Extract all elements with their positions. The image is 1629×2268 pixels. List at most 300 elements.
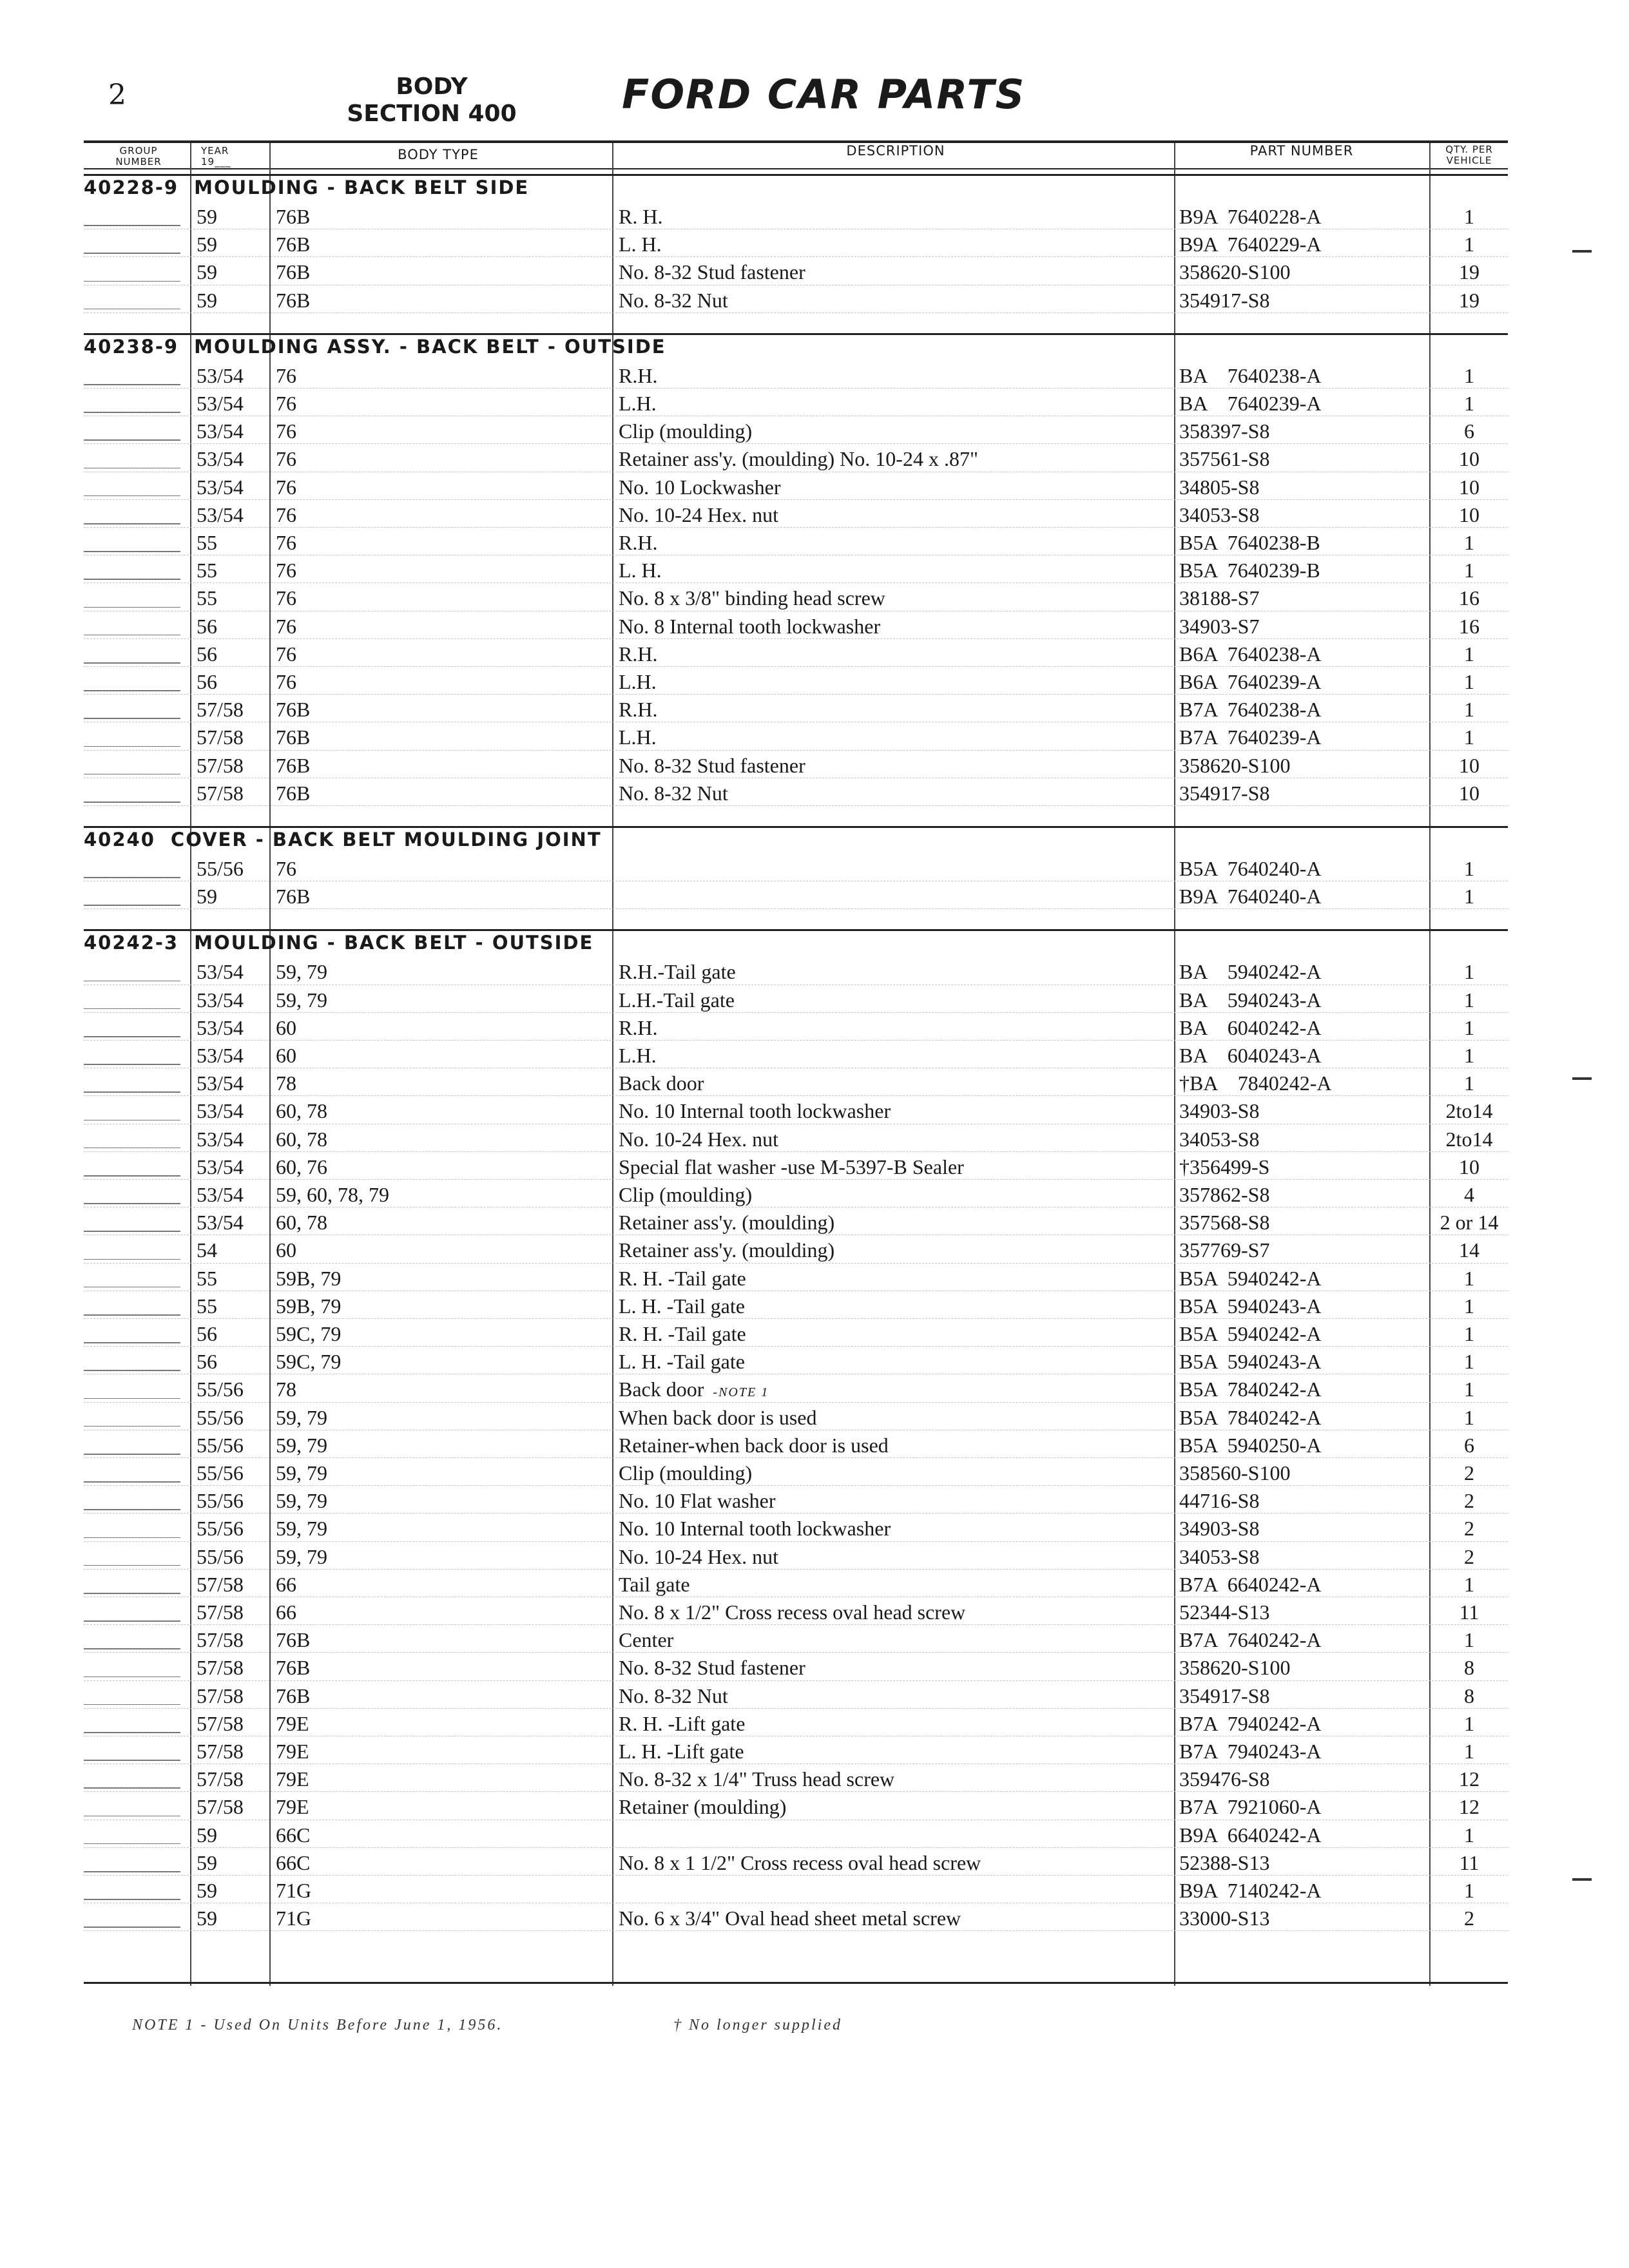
description-text: When back door is used: [619, 1405, 817, 1429]
section-heading: [335, 73, 528, 128]
column-header-part-number: PART NUMBER: [1249, 143, 1354, 159]
year-cell: 57/58: [197, 781, 244, 805]
row-rule: [84, 1791, 1508, 1792]
group-title: MOULDING - BACK BELT - OUTSIDE: [194, 932, 594, 954]
row-rule: [84, 666, 1508, 667]
part-number-cell: B7A 7940243-A: [1179, 1740, 1322, 1763]
part-number-cell: B7A 7640242-A: [1179, 1628, 1322, 1652]
group-header: [84, 932, 593, 954]
body-type-cell: 76B: [276, 260, 311, 284]
part-number-cell: 357568-S8: [1179, 1211, 1270, 1235]
description-text: No. 8-32 Stud fastener: [619, 260, 805, 284]
description-text: Retainer ass'y. (moulding) No. 10-24 x .87": [619, 447, 978, 471]
group-column-tick: [84, 1064, 180, 1065]
part-number-cell: B5A 5940243-A: [1179, 1350, 1322, 1374]
qty-cell: 1: [1464, 698, 1474, 722]
body-type-cell: 59B, 79: [276, 1266, 342, 1290]
row-rule: [84, 1930, 1508, 1931]
row-rule: [84, 1680, 1508, 1681]
qty-cell: 1: [1464, 1322, 1474, 1345]
group-column-tick: [84, 981, 180, 982]
year-cell: 56: [197, 1322, 217, 1345]
year-cell: 54: [197, 1238, 217, 1262]
group-column-tick: [84, 253, 180, 254]
qty-cell: 2 or 14: [1440, 1211, 1499, 1235]
row-rule: [84, 1708, 1508, 1709]
part-number-cell: 357862-S8: [1179, 1183, 1270, 1206]
part-number-cell: B7A 7940242-A: [1179, 1711, 1322, 1735]
description-cell: [619, 1406, 816, 1429]
body-type-cell: 59, 79: [276, 1544, 327, 1568]
part-number-cell: 34053-S8: [1179, 1127, 1260, 1151]
qty-cell: 1: [1464, 1294, 1474, 1318]
divider-qty: [1429, 143, 1431, 1986]
qty-cell: 10: [1459, 1155, 1480, 1178]
part-number-cell: B6A 7640238-A: [1179, 642, 1322, 666]
body-type-cell: 76: [276, 392, 296, 415]
description-text: R. H. -Tail gate: [619, 1266, 746, 1290]
row-rule: [84, 1263, 1508, 1264]
body-type-cell: 76B: [276, 885, 311, 908]
year-cell: 59: [197, 885, 217, 908]
group-column-tick: [84, 579, 180, 580]
description-text: Center: [619, 1628, 674, 1652]
description-cell: [619, 988, 735, 1012]
group-title: MOULDING - BACK BELT SIDE: [194, 177, 530, 198]
part-number-cell: BA 5940243-A: [1179, 988, 1322, 1012]
group-number: 40238-9: [84, 335, 179, 358]
description-cell: [619, 1434, 889, 1457]
description-text: L. H. -Tail gate: [619, 1350, 745, 1374]
description-cell: [619, 1322, 746, 1345]
body-type-cell: 76: [276, 503, 296, 526]
part-number-cell: B7A 7640239-A: [1179, 726, 1322, 749]
description-cell: [619, 1183, 752, 1206]
year-cell: 55/56: [197, 1461, 244, 1485]
row-rule: [84, 1513, 1508, 1514]
body-type-cell: 71G: [276, 1879, 312, 1902]
description-cell: [619, 726, 657, 749]
part-number-cell: 44716-S8: [1179, 1489, 1260, 1513]
section-heading-line1: BODY: [396, 73, 468, 100]
qty-cell: 1: [1464, 726, 1474, 749]
description-cell: [619, 1517, 891, 1540]
row-rule: [84, 1457, 1508, 1458]
qty-cell: 4: [1464, 1183, 1474, 1206]
group-column-tick: [84, 1537, 180, 1539]
group-column-tick: [84, 1454, 180, 1455]
description-cell: [619, 642, 657, 666]
group-column-tick: [84, 802, 180, 803]
qty-cell: 1: [1464, 988, 1474, 1012]
body-type-cell: 76B: [276, 1628, 311, 1652]
row-rule: [84, 582, 1508, 583]
description-cell: [619, 1767, 894, 1791]
description-cell: [619, 1489, 776, 1512]
row-rule: [84, 1847, 1508, 1848]
year-cell: 55/56: [197, 1544, 244, 1568]
year-cell: 59: [197, 1879, 217, 1902]
qty-cell: 2: [1464, 1544, 1474, 1568]
qty-cell: 1: [1464, 857, 1474, 880]
qty-cell: 16: [1459, 586, 1480, 610]
footnote-dagger: † No longer supplied: [673, 2017, 842, 2033]
description-text: L.H.: [619, 726, 657, 749]
body-type-cell: 66C: [276, 1850, 311, 1874]
description-text: No. 8-32 Nut: [619, 781, 728, 805]
year-cell: 53/54: [197, 1127, 244, 1151]
row-rule: [84, 1485, 1508, 1486]
qty-cell: 2: [1464, 1517, 1474, 1541]
year-cell: 57/58: [197, 726, 244, 749]
page-number: 2: [108, 79, 126, 111]
body-type-cell: 76B: [276, 1656, 311, 1680]
group-column-tick: [84, 281, 180, 282]
description-text: No. 8 x 1 1/2" Cross recess oval head screw: [619, 1850, 981, 1874]
year-cell: 57/58: [197, 1572, 244, 1596]
qty-cell: 8: [1464, 1684, 1474, 1707]
year-cell: 57/58: [197, 1740, 244, 1763]
year-cell: 53/54: [197, 1044, 244, 1067]
description-cell: [619, 1656, 805, 1679]
group-column-tick: [84, 746, 180, 747]
part-number-cell: 52344-S13: [1179, 1600, 1270, 1624]
description-text: L. H. -Tail gate: [619, 1294, 745, 1318]
group-column-tick: [84, 1426, 180, 1427]
description-cell: [619, 419, 752, 443]
year-cell: 53/54: [197, 1211, 244, 1235]
body-type-cell: 76: [276, 642, 296, 666]
body-type-cell: 78: [276, 1072, 296, 1095]
group-column-tick: [84, 1398, 180, 1399]
description-text: No. 8 Internal tooth lockwasher: [619, 614, 881, 638]
body-type-cell: 76B: [276, 288, 311, 312]
description-cell: [619, 503, 778, 526]
group-column-tick: [84, 718, 180, 719]
group-column-tick: [84, 551, 180, 552]
group-column-tick: [84, 1787, 180, 1789]
part-number-cell: 358620-S100: [1179, 1656, 1291, 1680]
part-number-cell: B7A 7921060-A: [1179, 1795, 1322, 1819]
year-cell: 53/54: [197, 1015, 244, 1039]
description-text: No. 8-32 Nut: [619, 1684, 728, 1707]
group-column-tick: [84, 1008, 180, 1010]
group-column-tick: [84, 1593, 180, 1594]
group-column-tick: [84, 1231, 180, 1232]
description-cell: [619, 1573, 690, 1596]
description-cell: [619, 392, 657, 415]
body-type-cell: 76B: [276, 726, 311, 749]
qty-cell: 11: [1459, 1600, 1480, 1624]
part-number-cell: BA 7640239-A: [1179, 392, 1322, 415]
body-type-cell: 76: [276, 531, 296, 554]
year-cell: 53/54: [197, 1099, 244, 1123]
group-column-tick: [84, 495, 180, 497]
body-type-cell: 59, 60, 78, 79: [276, 1183, 389, 1206]
description-text: Clip (moulding): [619, 1183, 753, 1206]
description-text: Tail gate: [619, 1572, 690, 1596]
description-text: R.H.: [619, 1015, 658, 1039]
qty-cell: 1: [1464, 960, 1474, 984]
year-cell: 56: [197, 670, 217, 693]
group-header: [84, 829, 602, 850]
group-column-tick: [84, 1342, 180, 1343]
row-rule: [84, 694, 1508, 695]
description-cell: [619, 1267, 746, 1290]
part-number-cell: 357561-S8: [1179, 447, 1270, 471]
description-cell: [619, 447, 978, 470]
group-column-tick: [84, 1843, 180, 1845]
group-column-tick: [84, 1481, 180, 1483]
description-text: No. 8 x 3/8" binding head screw: [619, 586, 885, 610]
body-type-cell: 76B: [276, 233, 311, 256]
description-cell: [619, 1712, 745, 1735]
description-text: Retainer ass'y. (moulding): [619, 1211, 835, 1235]
description-cell: [619, 960, 736, 983]
part-number-cell: 358560-S100: [1179, 1461, 1291, 1485]
group-column-tick: [84, 1732, 180, 1733]
description-cell: [619, 476, 780, 499]
qty-cell: 14: [1459, 1238, 1480, 1262]
part-number-cell: †356499-S: [1179, 1155, 1270, 1178]
qty-cell: 1: [1464, 559, 1474, 582]
body-type-cell: 76: [276, 475, 296, 499]
description-cell: [619, 1600, 965, 1624]
part-number-cell: B7A 7640238-A: [1179, 698, 1322, 722]
body-type-cell: 76: [276, 559, 296, 582]
group-title: COVER - BACK BELT MOULDING JOINT: [170, 829, 602, 850]
qty-cell: 12: [1459, 1767, 1480, 1791]
row-rule: [84, 1179, 1508, 1180]
description-cell: [619, 1128, 778, 1151]
description-text: No. 8 x 1/2" Cross recess oval head screw: [619, 1600, 966, 1624]
description-text: R.H.: [619, 531, 658, 554]
group-column-tick: [84, 1704, 180, 1706]
body-type-cell: 59, 79: [276, 988, 327, 1012]
group-column-tick: [84, 1648, 180, 1649]
part-number-cell: 38188-S7: [1179, 586, 1260, 610]
description-text: No. 8-32 Stud fastener: [619, 753, 805, 777]
description-cell: [619, 1378, 769, 1404]
description-cell: [619, 260, 805, 284]
part-number-cell: B5A 7640239-B: [1179, 559, 1320, 582]
body-type-cell: 59B, 79: [276, 1294, 342, 1318]
year-cell: 55: [197, 531, 217, 554]
group-column-tick: [84, 1871, 180, 1872]
description-cell: [619, 754, 805, 777]
year-cell: 53/54: [197, 392, 244, 415]
row-rule: [84, 388, 1508, 389]
divider-year: [190, 143, 191, 1986]
qty-cell: 10: [1459, 475, 1480, 499]
row-rule: [84, 908, 1508, 909]
group-number: 40242-3: [84, 932, 179, 954]
part-number-cell: 357769-S7: [1179, 1238, 1270, 1262]
qty-cell: 1: [1464, 1879, 1474, 1902]
year-cell: 53/54: [197, 1155, 244, 1178]
row-rule: [84, 1346, 1508, 1347]
body-type-cell: 71G: [276, 1907, 312, 1930]
year-cell: 53/54: [197, 475, 244, 499]
year-cell: 59: [197, 205, 217, 228]
part-number-cell: B9A 6640242-A: [1179, 1823, 1322, 1847]
group-column-tick: [84, 1816, 180, 1817]
group-title: MOULDING ASSY. - BACK BELT - OUTSIDE: [194, 335, 666, 358]
qty-cell: 2to14: [1445, 1127, 1493, 1151]
group-column-tick: [84, 468, 180, 469]
part-number-cell: B9A 7640228-A: [1179, 205, 1322, 228]
column-header-year: YEAR 19___: [201, 145, 231, 168]
table-bottom-rule: [84, 1982, 1508, 1984]
group-top-rule: [84, 174, 1508, 176]
part-number-cell: BA 5940242-A: [1179, 960, 1322, 984]
description-cell: [619, 1350, 745, 1373]
qty-cell: 1: [1464, 1378, 1474, 1401]
body-type-cell: 60: [276, 1044, 296, 1067]
year-cell: 53/54: [197, 1183, 244, 1206]
part-number-cell: 358620-S100: [1179, 260, 1291, 284]
body-type-cell: 59, 79: [276, 1405, 327, 1429]
part-number-cell: 33000-S13: [1179, 1907, 1270, 1930]
description-text: R. H.: [619, 205, 663, 228]
group-column-tick: [84, 1203, 180, 1204]
qty-cell: 2: [1464, 1489, 1474, 1513]
part-number-cell: BA 6040242-A: [1179, 1015, 1322, 1039]
description-cell: [619, 1628, 673, 1651]
column-header-body-type: BODY TYPE: [398, 147, 479, 162]
description-cell: [619, 670, 657, 693]
description-text: R.H.: [619, 698, 658, 722]
divider-body: [269, 143, 271, 1986]
row-rule: [84, 1402, 1508, 1403]
part-number-cell: 52388-S13: [1179, 1850, 1270, 1874]
year-cell: 55: [197, 1266, 217, 1290]
body-type-cell: 76: [276, 447, 296, 471]
section-heading-line2: SECTION 400: [347, 101, 517, 127]
year-cell: 55/56: [197, 1517, 244, 1541]
qty-cell: 11: [1459, 1850, 1480, 1874]
column-header-group: GROUP NUMBER: [115, 145, 162, 168]
row-rule: [84, 805, 1508, 806]
group-column-tick: [84, 523, 180, 524]
description-cell: [619, 1044, 657, 1067]
description-cell: [619, 586, 885, 610]
group-header: [84, 177, 529, 198]
body-type-cell: 66: [276, 1572, 296, 1596]
part-number-cell: B5A 5940242-A: [1179, 1266, 1322, 1290]
year-cell: 55/56: [197, 1405, 244, 1429]
row-rule: [84, 1875, 1508, 1876]
year-cell: 59: [197, 233, 217, 256]
description-cell: [619, 1099, 891, 1122]
description-text: No. 10 Internal tooth lockwasher: [619, 1099, 891, 1123]
group-column-tick: [84, 1148, 180, 1149]
description-text: No. 8-32 Stud fastener: [619, 1656, 805, 1680]
description-cell: [619, 1072, 704, 1095]
description-text: Retainer-when back door is used: [619, 1433, 889, 1457]
qty-cell: 1: [1464, 1044, 1474, 1067]
body-type-cell: 76: [276, 419, 296, 443]
part-number-cell: 358620-S100: [1179, 753, 1291, 777]
group-column-tick: [84, 1677, 180, 1678]
year-cell: 57/58: [197, 753, 244, 777]
body-type-cell: 79E: [276, 1740, 309, 1763]
row-rule: [84, 1151, 1508, 1152]
year-cell: 57/58: [197, 1684, 244, 1707]
row-rule: [84, 499, 1508, 500]
body-type-cell: 60: [276, 1238, 296, 1262]
group-column-tick: [84, 905, 180, 906]
group-column-tick: [84, 1287, 180, 1288]
description-cell: [619, 1238, 834, 1262]
year-cell: 57/58: [197, 1600, 244, 1624]
year-cell: 56: [197, 1350, 217, 1374]
group-column-tick: [84, 1760, 180, 1761]
description-text: Back door: [619, 1072, 704, 1095]
year-cell: 57/58: [197, 1656, 244, 1680]
description-text: No. 8-32 Nut: [619, 288, 728, 312]
description-text: Clip (moulding): [619, 1461, 753, 1485]
body-type-cell: 76: [276, 363, 296, 387]
row-rule: [84, 256, 1508, 257]
description-text: L. H. -Lift gate: [619, 1740, 744, 1763]
description-cell: [619, 615, 880, 638]
qty-cell: 1: [1464, 670, 1474, 693]
body-type-cell: 60, 78: [276, 1211, 327, 1235]
body-type-cell: 76B: [276, 698, 311, 722]
row-rule: [84, 1541, 1508, 1542]
part-number-cell: B7A 6640242-A: [1179, 1572, 1322, 1596]
description-cell: [619, 782, 728, 805]
description-cell: [619, 233, 662, 256]
description-note: -NOTE 1: [713, 1385, 769, 1400]
part-number-cell: B5A 5940243-A: [1179, 1294, 1322, 1318]
part-number-cell: 354917-S8: [1179, 1684, 1270, 1707]
row-rule: [84, 1624, 1508, 1625]
description-text: L. H.: [619, 233, 662, 256]
qty-cell: 1: [1464, 1405, 1474, 1429]
row-rule: [84, 1040, 1508, 1041]
part-number-cell: 34903-S7: [1179, 614, 1260, 638]
year-cell: 55: [197, 1294, 217, 1318]
body-type-cell: 66: [276, 1600, 296, 1624]
qty-cell: 1: [1464, 531, 1474, 554]
part-number-cell: B5A 7640238-B: [1179, 531, 1320, 554]
year-cell: 55/56: [197, 1433, 244, 1457]
group-column-tick: [84, 607, 180, 608]
description-cell: [619, 531, 657, 554]
qty-cell: 19: [1459, 260, 1480, 284]
year-cell: 59: [197, 260, 217, 284]
body-type-cell: 59, 79: [276, 960, 327, 984]
qty-cell: 10: [1459, 781, 1480, 805]
qty-cell: 1: [1464, 205, 1474, 228]
body-type-cell: 59, 79: [276, 1433, 327, 1457]
body-type-cell: 76B: [276, 753, 311, 777]
qty-cell: 1: [1464, 1572, 1474, 1596]
description-cell: [619, 364, 657, 387]
row-rule: [84, 1652, 1508, 1653]
part-number-cell: 359476-S8: [1179, 1767, 1270, 1791]
group-column-tick: [84, 774, 180, 775]
part-number-cell: B5A 5940242-A: [1179, 1322, 1322, 1345]
body-type-cell: 78: [276, 1378, 296, 1401]
qty-cell: 1: [1464, 1266, 1474, 1290]
group-column-tick: [84, 690, 180, 691]
footnote-note-1: NOTE 1 - Used On Units Before June 1, 1956.: [132, 2017, 503, 2033]
year-cell: 55/56: [197, 1489, 244, 1513]
column-header-description: DESCRIPTION: [846, 143, 945, 159]
